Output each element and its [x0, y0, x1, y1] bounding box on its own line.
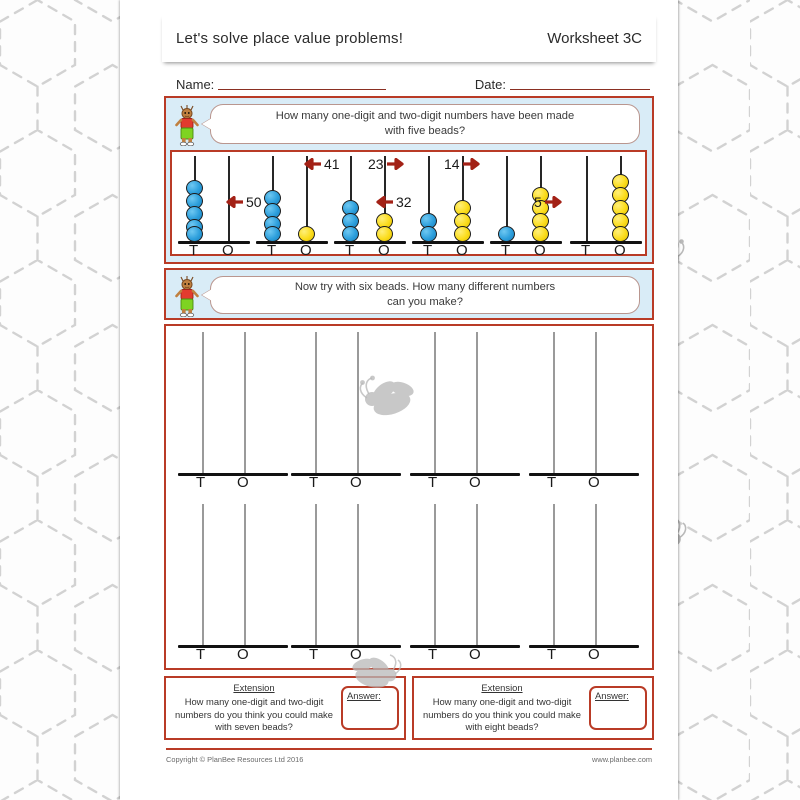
extension-2-question: How many one-digit and two-digit numbers do you think you could make with eight beads?	[423, 695, 581, 733]
abacus-ones-label: O	[469, 646, 481, 663]
abacus-tens-label: T	[309, 474, 319, 491]
bee-decoration-icon	[342, 648, 404, 698]
abacus-blank-5[interactable]	[178, 504, 288, 664]
abacus-tens-label: T	[423, 242, 433, 259]
abacus-ones-label: O	[456, 242, 468, 259]
abacus-blank-8[interactable]	[529, 504, 639, 664]
extension-2-title: Extension	[481, 682, 523, 694]
abacus-tens-label: T	[428, 646, 438, 663]
callout-value-50-text: 50	[246, 194, 262, 210]
extension-1-title: Extension	[233, 682, 275, 694]
worksheet-page	[120, 0, 678, 800]
abacus-ones-label: O	[588, 474, 600, 491]
extension-2-text-wrap	[419, 682, 585, 733]
footer-divider	[166, 748, 652, 750]
callout-value-5	[534, 194, 568, 210]
extension-1-text-wrap	[171, 682, 337, 733]
page-footer	[166, 755, 652, 764]
abacus-ones-label: O	[300, 242, 312, 259]
extension-box-2	[412, 676, 654, 740]
abacus-blank-3[interactable]	[410, 332, 520, 492]
abacus-ones-label: O	[378, 242, 390, 259]
bee-decoration-icon	[354, 370, 420, 426]
extension-1-question: How many one-digit and two-digit numbers do you think you could make with seven beads?	[175, 695, 333, 733]
question-1-panel	[164, 96, 654, 264]
question-2-line-2: can you make?	[387, 296, 463, 308]
abacus-tens-label: T	[196, 646, 206, 663]
abacus-blank-7[interactable]	[410, 504, 520, 664]
abacus-ones-label: O	[614, 242, 626, 259]
abacus-tens-label: T	[345, 242, 355, 259]
abacus-tens-label: T	[428, 474, 438, 491]
callout-value-23	[368, 156, 410, 172]
question-1-line-2: with five beads?	[384, 125, 466, 137]
name-label: Name:	[176, 77, 215, 92]
question-1-line-1: How many one-digit and two-digit numbers have been made	[275, 109, 575, 122]
extension-2-answer-label: Answer:	[595, 690, 629, 701]
date-label: Date:	[474, 77, 506, 92]
abacus-ones-label: O	[588, 646, 600, 663]
abacus-ones-label: O	[350, 646, 362, 663]
website-link[interactable]: www.planbee.com	[592, 755, 652, 764]
callout-value-5-text: 5	[534, 194, 542, 210]
callout-value-32	[370, 194, 412, 210]
abacus-tens-label: T	[501, 242, 511, 259]
callout-value-14-text: 14	[444, 156, 460, 172]
abacus-tens-label: T	[189, 242, 199, 259]
name-date-row	[176, 72, 650, 92]
abacus-ones-label: O	[469, 474, 481, 491]
copyright-text: Copyright © PlanBee Resources Ltd 2016	[166, 755, 304, 764]
abacus-tens-label: T	[547, 646, 557, 663]
question-2-speech-bubble	[210, 276, 640, 314]
question-2-line-1: Now try with six beads. How many different numbers	[294, 280, 556, 293]
abacus-ones-label: O	[237, 474, 249, 491]
abacus-tens-label: T	[196, 474, 206, 491]
abacus-ones-label: O	[222, 242, 234, 259]
question-1-speech-bubble	[210, 104, 640, 144]
name-input-line[interactable]	[218, 77, 386, 90]
question-2-panel	[164, 268, 654, 320]
abacus-blank-6[interactable]	[291, 504, 401, 664]
callout-value-14	[444, 156, 486, 172]
abacus-blank-4[interactable]	[529, 332, 639, 492]
page-title: Let's solve place value problems!	[176, 29, 404, 47]
abacus-ones-label: O	[237, 646, 249, 663]
callout-value-41-text: 41	[324, 156, 340, 172]
abacus-tens-label: T	[267, 242, 277, 259]
abacus-blank-1[interactable]	[178, 332, 288, 492]
character-illustration-icon	[174, 275, 200, 317]
extension-1-answer-label: Answer:	[347, 690, 381, 701]
worksheet-title-box	[162, 14, 656, 62]
abacus-ones-label: O	[350, 474, 362, 491]
character-illustration-icon	[174, 104, 200, 146]
abacus-tens-label: T	[547, 474, 557, 491]
callout-value-23-text: 23	[368, 156, 384, 172]
date-input-line[interactable]	[510, 77, 650, 90]
extension-2-answer-box[interactable]	[589, 686, 647, 730]
callout-value-32-text: 32	[396, 194, 412, 210]
worked-abacus-strip	[170, 150, 647, 259]
worksheet-number-label: Worksheet 3C	[547, 29, 642, 47]
abacus-tens-label: T	[581, 242, 591, 259]
abacus-ones-label: O	[534, 242, 546, 259]
abacus-tens-label: T	[309, 646, 319, 663]
abacus-worked-6	[570, 152, 642, 259]
